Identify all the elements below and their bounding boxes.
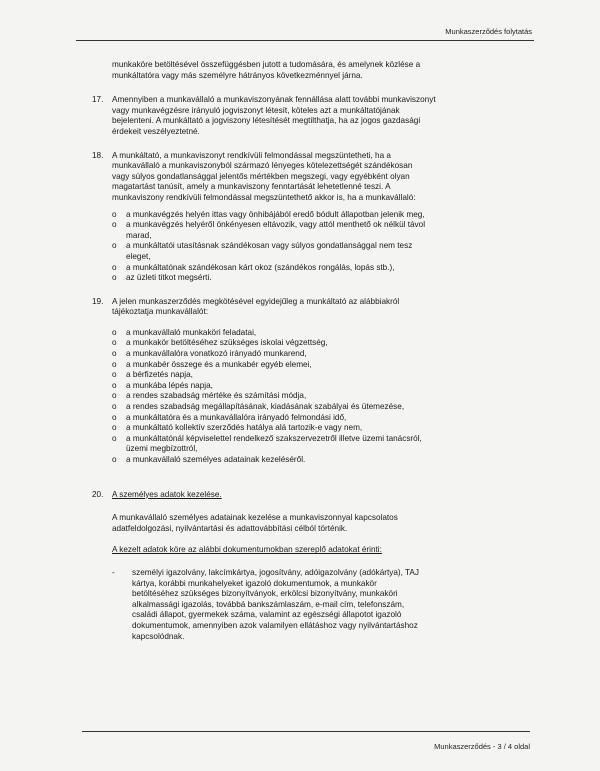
section-18 — [92, 151, 532, 204]
item-line: alkalmassági igazolás, továbbá bankszámlaszám, e-mail cím, telefonszám, — [132, 599, 405, 609]
list-item — [112, 423, 532, 434]
list-item — [112, 210, 532, 221]
item-line: a munkavégzés helyéről önkényesen eltávozik, vagy attól menthető ok nélkül távol — [126, 220, 426, 230]
item-line: a munkáltatóra és a munkavállalóra irányadó felmondási idő, — [126, 412, 347, 422]
information-list — [92, 328, 532, 466]
item-line: üzemi megbízottról, — [126, 444, 198, 454]
list-item — [112, 381, 532, 392]
list-item — [112, 360, 532, 371]
item-line: a munkavállaló személyes adatainak kezeléséről. — [126, 455, 306, 464]
section-19 — [92, 297, 532, 318]
header-title: Munkaszerződés folytatás — [445, 27, 532, 36]
bullet: o — [112, 241, 117, 251]
bullet: o — [112, 273, 117, 283]
section-title: A személyes adatok kezelése. — [112, 489, 222, 499]
bullet: o — [112, 380, 117, 390]
intro-line: munkáltatóra vagy más személyre hátrányos következménnyel járna. — [112, 70, 363, 80]
bullet: o — [112, 359, 117, 369]
text-line: Amennyiben a munkavállaló a munkaviszonyának fennállása alatt további munkaviszonyt — [112, 95, 436, 105]
section-number: 20. — [92, 489, 104, 499]
text-line: A munkáltató, a munkaviszonyt rendkívüli felmondással megszüntetheti, ha a — [112, 150, 391, 160]
subtitle: A kezelt adatok köre az alábbi dokumentumokban szereplő adatokat érinti: — [112, 545, 382, 555]
text-line: magatartást tanúsít, amely a munkaviszony fenntartását lehetetlenné teszi. A — [112, 182, 391, 192]
item-line: marad, — [126, 230, 152, 240]
section-number: 19. — [92, 296, 104, 306]
item-line: eleget, — [126, 251, 151, 261]
bullet: o — [112, 262, 117, 272]
bullet: o — [112, 402, 117, 412]
bullet: o — [112, 209, 117, 219]
section-20-body — [92, 513, 532, 534]
list-item — [112, 241, 532, 262]
text-line: tájékoztatja munkavállalót: — [112, 307, 209, 317]
list-item — [112, 434, 532, 455]
footer-rule — [82, 731, 530, 732]
bullet: o — [112, 220, 117, 230]
text-line: vagy munkavégzésre irányuló jogviszonyt létesít, köteles azt a munkáltatójának — [112, 105, 400, 115]
text-line: adatfeldolgozási, nyilvántartási és adattovábbítási célból történik. — [112, 523, 348, 533]
section-number: 17. — [92, 95, 104, 105]
item-line: a rendes szabadság megállapításának, kiadásának szabályai és ütemezése, — [126, 402, 405, 412]
text-line: munkaviszony rendkívüli felmondással megszüntethető akkor is, ha a munkavállaló: — [112, 192, 416, 202]
item-line: dokumentumok, amennyiben azok valamilyen ellátáshoz vagy nyilvántartáshoz — [132, 620, 418, 630]
list-item — [112, 413, 532, 424]
item-line: a munkavállalóra vonatkozó irányadó munkarend, — [126, 349, 307, 359]
item-line: a munkába lépés napja, — [126, 380, 213, 390]
document-body — [92, 60, 532, 642]
list-item — [112, 455, 532, 466]
item-line: a munkavállaló munkaköri feladatai, — [126, 327, 257, 337]
item-line: a munkáltatónál képviselettel rendelkező szakszervezetről illetve üzemi tanácsról, — [126, 433, 422, 443]
bullet: o — [112, 433, 117, 443]
item-line: az üzleti titkot megsérti. — [126, 273, 212, 283]
item-line: betöltéséhez szükséges bizonyítványok, erkölcsi bizonyítvány, munkaköri — [132, 589, 398, 599]
item-line: a munkáltató kollektív szerződés hatálya alá tartozik-e vagy nem, — [126, 423, 363, 433]
list-item — [112, 220, 532, 241]
item-line: a munkavégzés helyén ittas vagy önhibájából eredő bódult állapotban jelenik meg, — [126, 209, 425, 219]
section-20-subtitle — [92, 545, 532, 556]
dash-bullet: - — [112, 567, 115, 577]
text-line: A munkavállaló személyes adatainak kezelése a munkaviszonnyal kapcsolatos — [112, 513, 398, 523]
text-line: érdekeit veszélyeztetné. — [112, 126, 200, 136]
intro-line: munkaköre betöltésével összefüggésben jutott a tudomására, és amelynek közlése a — [112, 60, 421, 69]
bullet: o — [112, 327, 117, 337]
list-item — [112, 402, 532, 413]
text-line: bejelenteni. A munkáltató a jogviszony létesítését megtilthatja, ha az jogos gazdasági — [112, 116, 421, 126]
list-item — [112, 338, 532, 349]
item-line: a munkakör betöltéséhez szükséges iskolai végzettség, — [126, 338, 328, 348]
bullet: o — [112, 349, 117, 359]
item-line: a munkáltatói utasításnak szándékosan vagy súlyos gondatlansággal nem tesz — [126, 241, 413, 251]
section-20 — [92, 490, 532, 501]
bullet: o — [112, 338, 117, 348]
bullet: o — [112, 423, 117, 433]
list-item — [112, 263, 532, 274]
list-item — [112, 349, 532, 360]
item-line: a munkáltatónak szándékosan kárt okoz (szándékos rongálás, lopás stb.), — [126, 262, 395, 272]
section-number: 18. — [92, 150, 104, 160]
dash-list-item — [92, 568, 532, 642]
item-line: a munkabér összege és a munkabér egyéb elemei, — [126, 359, 312, 369]
bullet: o — [112, 370, 117, 380]
text-line: vagy súlyos gondatlansággal jelentős mértékben megszegi, vagy egyébként olyan — [112, 171, 410, 181]
page-number-footer: Munkaszerződés - 3 / 4 oldal — [434, 742, 530, 751]
item-line: kapcsolódnak. — [132, 631, 185, 641]
item-line: személyi igazolvány, lakcímkártya, jogosítvány, adóigazolvány (adókártya), TAJ — [132, 567, 419, 577]
bullet: o — [112, 412, 117, 422]
item-line: kártya, korábbi munkahelyeket igazoló dokumentumok, a munkakör — [132, 578, 377, 588]
item-line: családi állapot, gyermekek száma, valamint az egészségi állapotot igazoló — [132, 610, 402, 620]
item-line: a rendes szabadság mértéke és számítási módja, — [126, 391, 307, 401]
text-line: munkavállaló a munkaviszonyból származó lényeges kötelezettségét szándékosan — [112, 161, 413, 171]
termination-reasons-list — [92, 210, 532, 284]
list-item — [112, 391, 532, 402]
bullet: o — [112, 391, 117, 401]
list-item — [112, 273, 532, 284]
bullet: o — [112, 455, 117, 464]
header-rule — [76, 40, 534, 41]
text-line: A jelen munkaszerződés megkötésével egyidejűleg a munkáltató az alábbiakról — [112, 296, 400, 306]
item-line: a bérfizetés napja, — [126, 370, 193, 380]
section-17 — [92, 95, 532, 137]
intro-paragraph — [92, 60, 532, 81]
list-item — [112, 328, 532, 339]
list-item — [112, 370, 532, 381]
